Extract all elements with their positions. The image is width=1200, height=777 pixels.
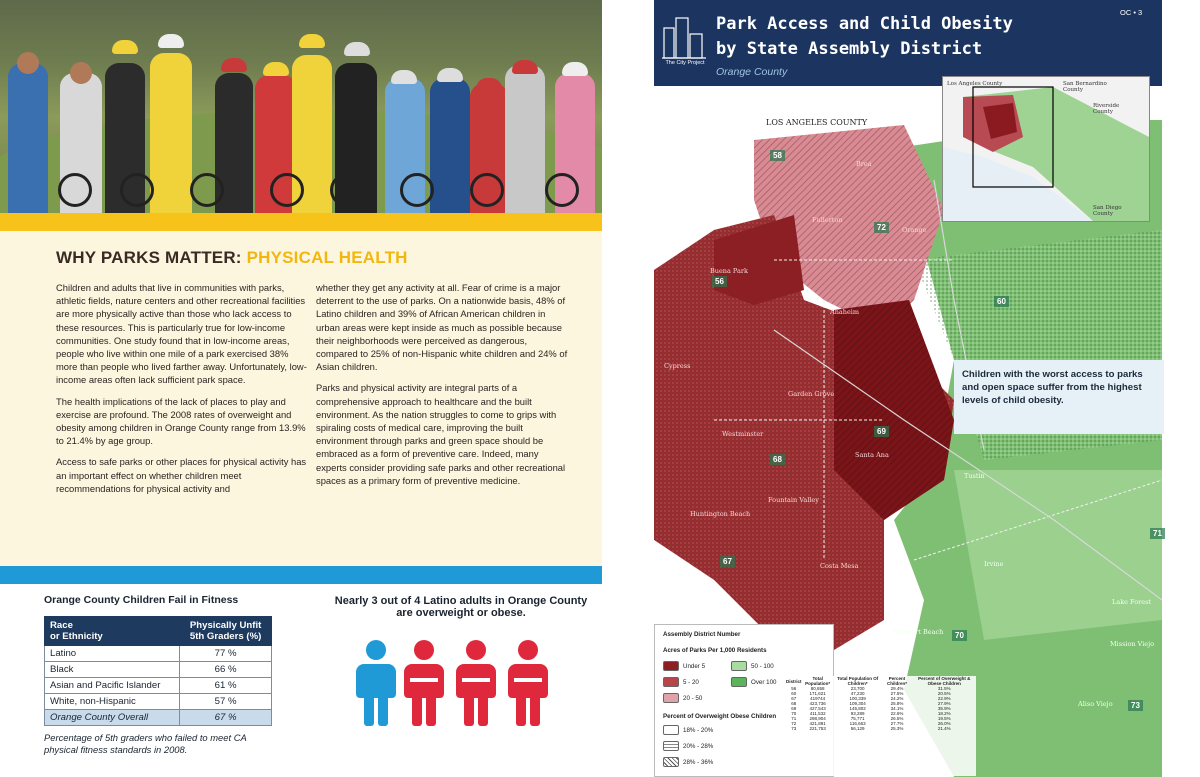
district-badge: 60 [994,296,1009,307]
table-cell: 18.2% [937,711,951,716]
legend-swatch [663,741,679,751]
table-cell: 421,891 [809,721,826,726]
row-label: Black [45,662,180,678]
legend-acres-label: 5 - 20 [683,679,699,686]
district-table-body [786,686,976,731]
district-data-table [786,676,976,776]
label-aliso-viejo: Aliso Viejo [1078,700,1113,708]
inset-locator-map [942,76,1150,222]
label-garden-grove: Garden Grove [788,390,835,398]
section-heading [56,248,408,268]
legend-acres-label: Under 5 [683,663,706,670]
table-cell: 25.8% [890,701,904,706]
row-value: 77 % [180,646,272,662]
legend-district-number: Assembly District Number [663,631,741,638]
row-value: 57 % [180,694,272,710]
table-row [45,678,272,694]
table-cell: 23,700 [850,686,865,691]
inset-label-sb: San Bernardino County [1063,81,1107,93]
label-tustin: Tustin [964,472,985,480]
table-cell: 423,736 [809,701,826,706]
table-cell: 47,230 [850,691,865,696]
table-header: Total Population* [805,676,831,686]
table-header: Percent Children* [887,676,908,686]
district-badge: 69 [874,426,889,437]
photo-helmet [221,58,247,72]
table-cell: 22.9% [937,696,951,701]
photo-helmet [299,34,325,48]
row-label: White, non-Hispanic [45,694,180,710]
inset-label-sd: San Diego County [1093,205,1122,217]
paragraph: whether they get any activity at all. Fear of crime is a major deterrent to the use of parks. On a nationwide basis, 48% of Latino children and 39% of African American children in urban areas were kept inside as much as possible because their neighborhoods were perceived as dangerous, compared to 25% of non-Hispanic white children and 24% of Asian children. [316,282,568,373]
legend-swatch [663,693,679,703]
text-column-right [316,281,568,495]
table-cell: 56,129 [850,726,865,731]
district-badge: 67 [720,556,735,567]
legend-swatch [731,661,747,671]
heading-main: WHY PARKS MATTER: [56,248,247,267]
person-icon [508,640,548,728]
label-irvine: Irvine [984,560,1004,568]
label-brea: Brea [856,160,872,168]
table-cell: 70 [791,711,797,716]
table-cell: 427,543 [809,706,826,711]
table-cell: 171,621 [809,691,826,696]
district-badge: 73 [1128,700,1143,711]
table-cell: 21.4% [937,726,951,731]
district-badge: 71 [1150,528,1165,539]
paragraph: Access to safe parks or other places for physical activity has an important effect on whether children meet recommendations for physical activity and [56,456,307,494]
text-column-left [56,281,308,503]
heading-highlight: PHYSICAL HEALTH [246,248,408,267]
table-cell: 56 [791,686,797,691]
label-la-county: LOS ANGELES COUNTY [766,118,868,127]
photo-person [150,53,192,213]
table-cell: 67 [791,696,797,701]
yellow-divider-band [0,213,602,231]
person-icon [356,640,396,728]
label-mission-viejo: Mission Viejo [1110,640,1155,648]
header-race: Race or Ethnicity [45,617,180,646]
inset-label-riverside: Riverside County [1093,103,1120,115]
table-cell: 31.5% [937,686,951,691]
table-cell: 145,802 [849,706,866,711]
table-cell: 419744 [810,696,826,701]
fitness-note: Percentage of 5th graders who failed to meet CA physical fitness standards in 2008. [44,732,247,755]
table-cell: 100,339 [849,696,866,701]
table-cell: 22.6% [890,711,904,716]
paragraph: Children and adults that live in communities with parks, athletic fields, nature centers and other recreational facilities are more physically active than those who lack access to these resources. This is particularly true for low-income communities. One study found that in low-income areas, people who live within one mile of a park exercised 38% more than people who lived farther away. Unfortunately, low-income areas often lack sufficient park space. [56,282,307,386]
map-title-line2: by State Assembly District [716,39,983,59]
table-cell: 34.1% [890,706,904,711]
paragraph: The health implications of the lack of places to play and exercise are profound. The 2008 rates of overweight and obesity among children in Orange County range from 13.9% to 21.4% by age group. [56,395,306,447]
page-tag: OC • 3 [1120,8,1143,17]
label-santa-ana: Santa Ana [855,451,889,459]
label-costa-mesa: Costa Mesa [820,562,859,570]
inset-svg [943,77,1149,221]
table-cell: 20.5% [937,691,951,696]
table-cell: 27.9% [937,701,951,706]
legend-acres-title: Acres of Parks Per 1,000 Residents [663,647,767,654]
table-cell: 69 [791,706,797,711]
table-cell: 109,304 [849,701,866,706]
table-header: District [786,678,802,684]
label-cypress: Cypress [664,362,691,370]
photo-bike-wheel [545,173,579,207]
photo-bike-wheel [470,173,504,207]
map-subtitle: Orange County [716,66,788,78]
photo-head [70,62,92,84]
table-cell: 26.0% [937,721,951,726]
table-row [786,726,976,731]
inset-label-la: Los Angeles County [947,81,1003,87]
header-unfit: Physically Unfit 5th Graders (%) [180,617,272,646]
photo-helmet [562,62,588,76]
label-orange: Orange [902,226,927,234]
photo-helmet [263,62,289,76]
row-label: Latino [45,646,180,662]
photo-helmet [391,70,417,84]
table-cell: 116,663 [849,721,866,726]
district-badge: 58 [770,150,785,161]
photo-person [430,78,470,213]
row-label: Asian and Pacific Islander [45,678,180,694]
blue-divider-band [0,566,602,584]
fitness-table [44,616,272,726]
green-light-region [954,470,1162,640]
latino-stat-title: Nearly 3 out of 4 Latino adults in Orange County are overweight or obese. [334,595,588,619]
photo-bike-wheel [330,173,364,207]
map-title-line1: Park Access and Child Obesity [716,14,1013,34]
map-callout: Children with the worst access to parks and open space suffer from the highest levels of child obesity. [954,360,1164,434]
table-cell: 25.3% [890,726,904,731]
photo-helmet [158,34,184,48]
row-value: 66 % [180,662,272,678]
photo-helmet [344,42,370,56]
legend-acres-label: 20 - 50 [683,695,703,702]
district-badge: 68 [770,454,785,465]
table-cell: 26.5% [890,716,904,721]
person-icon [456,640,496,728]
legend-obese-label: 18% - 20% [683,727,714,734]
table-row-overall [45,710,272,726]
district-badge: 70 [952,630,967,641]
table-cell: 68 [791,701,797,706]
legend-swatch [731,677,747,687]
map-title [716,12,1013,62]
table-cell: 75,771 [850,716,865,721]
table-header: Total Population Of Children* [837,676,879,686]
label-buena-park: Buena Park [710,267,748,275]
label-newport-beach: Newport Beach [892,628,944,636]
city-skyline-icon [660,14,708,60]
table-header-row [45,617,272,646]
table-header-row [786,676,976,686]
table-row [45,694,272,710]
legend-obese-label: 28% - 36% [683,759,714,766]
photo-helmet [112,40,138,54]
table-cell: 72 [791,721,797,726]
label-fullerton: Fullerton [812,216,843,224]
district-badge: 56 [712,276,727,287]
photo-bike-wheel [120,173,154,207]
table-cell: 60 [791,691,797,696]
row-value: 61 % [180,678,272,694]
label-huntington-beach: Huntington Beach [690,510,751,518]
legend-swatch [663,757,679,767]
table-row [45,662,272,678]
district-badge: 72 [874,222,889,233]
legend-acres-label: 50 - 100 [751,663,774,670]
bike-group-photo [0,0,602,213]
logo-text: The City Project [665,60,705,66]
table-cell: 35.9% [937,706,951,711]
row-value: 67 % [180,710,272,726]
photo-helmet [437,68,463,82]
label-westminster: Westminster [722,430,764,438]
legend-obese-label: 20% - 28% [683,743,714,750]
label-lake-forest: Lake Forest [1112,598,1152,606]
right-page [602,0,1200,777]
table-cell: 298,904 [809,716,826,721]
photo-helmet [476,78,502,92]
table-row [45,646,272,662]
table-cell: 19.5% [937,716,951,721]
legend-swatch [663,725,679,735]
table-cell: 27.7% [890,721,904,726]
legend-swatch [663,677,679,687]
table-cell: 221,753 [809,726,826,731]
label-anaheim: Anaheim [830,308,860,316]
photo-bike-wheel [270,173,304,207]
photo-helmet [512,60,538,74]
photo-bike-wheel [400,173,434,207]
city-project-logo [660,14,708,60]
label-fountain-valley: Fountain Valley [768,496,819,504]
photo-person [505,65,545,213]
photo-bike-wheel [58,173,92,207]
table-cell: 27.5% [890,691,904,696]
paragraph: Parks and physical activity are integral parts of a comprehensive approach to healthcare and the built environment. As the nation struggles to come to grips with spiraling costs of medical care, improving the built environment through parks and green space should be embraced as a form of preventive care. Indeed, many experts consider providing safe parks and other recreational spaces as a primary form of preventive medicine. [316,382,566,486]
table-header: Percent of Overweight & Obese Children [918,676,971,686]
table-cell: 93,289 [850,711,865,716]
row-label: Orange County Overall [45,710,180,726]
fitness-table-title: Orange County Children Fail in Fitness [44,594,239,606]
table-cell: 24.2% [890,696,904,701]
table-cell: 411,532 [809,711,826,716]
photo-person [8,63,48,213]
legend-obese-title: Percent of Overweight Obese Children [663,713,777,720]
person-icon [404,640,444,728]
table-cell: 80,658 [810,686,825,691]
table-cell: 71 [791,716,797,721]
table-cell: 73 [791,726,797,731]
district-table [786,676,976,731]
photo-head [17,52,39,74]
map-credits [982,698,1132,776]
legend-swatch [663,661,679,671]
legend-acres-label: Over 100 [751,679,777,686]
table-cell: 29.4% [890,686,904,691]
photo-bike-wheel [190,173,224,207]
